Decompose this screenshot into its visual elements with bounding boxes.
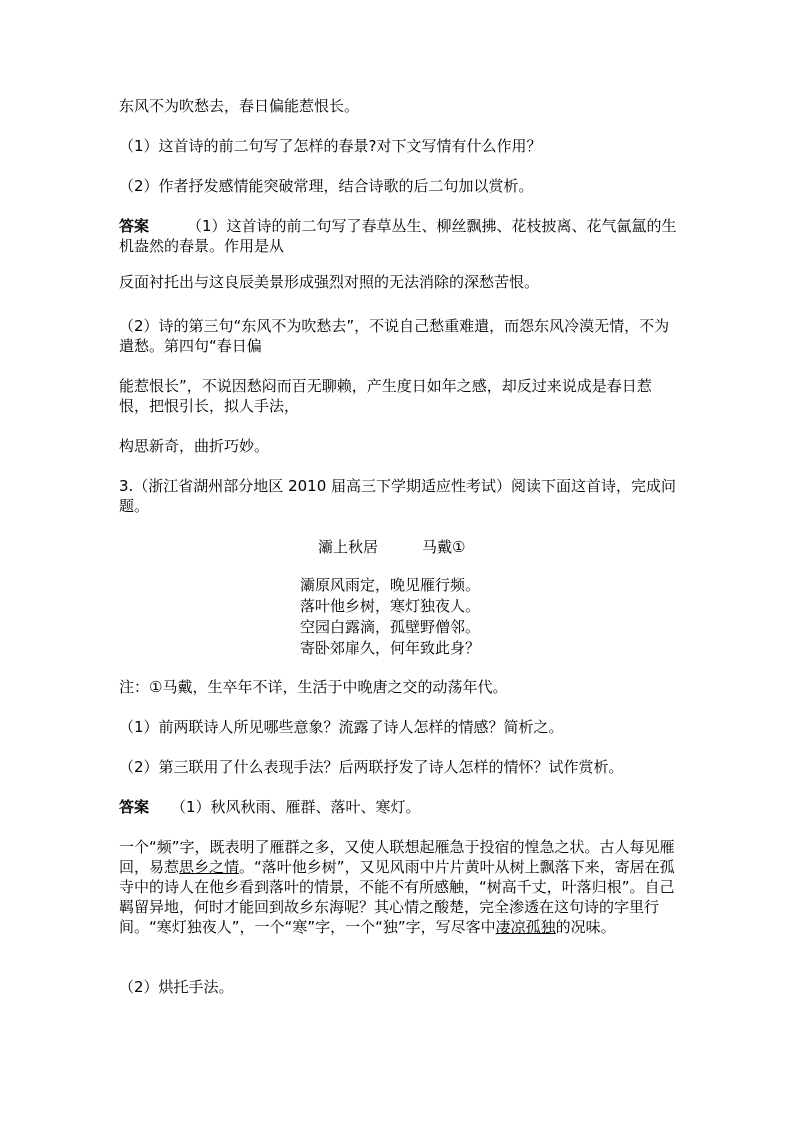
poem-title: 灞上秋居 [318,538,379,556]
answer-2-part-3: 构思新奇，曲折巧妙。 [119,437,270,455]
poem-line: 落叶他乡树，寒灯独夜人。 [300,597,481,615]
poem-heading [318,537,465,557]
question-3-intro: 3.（浙江省湖州部分地区 2010 届高三下学期适应性考试）阅读下面这首诗，完成问题。 [119,477,677,515]
analysis-underlined-phrase: 思乡之情 [179,858,240,876]
analysis-text: 的况味。 [555,918,616,936]
analysis-text: 。“落叶他乡树”，又见风雨中片片黄叶从树上飘落下来，寄居在孤寺中的诗人在他乡看到落叶的情景，不能不有所感触，“树高千丈，叶落归根”。自己羁留异地，何时才能回到故乡东海呢？其心情之酸楚，完全渗透在这句诗的字里行间。“寒灯独夜人”，一个“寒”字，一个“独”字，写尽客中 [119,858,675,936]
poem-line: 寄卧郊扉久，何年致此身？ [300,639,481,657]
answer-3-2: （2）烘托手法。 [119,978,234,996]
question-3-1: （1）前两联诗人所见哪些意象？流露了诗人怎样的情感？简析之。 [119,718,564,736]
analysis-paragraph [119,837,681,937]
answer-1-text: （1）这首诗的前二句写了春草丛生、柳丝飘拂、花枝披离、花气氤氲的生机盎然的春景。作用是从 [119,217,677,255]
answer-label: 答案 [119,217,150,235]
question-2: （2）作者抒发感情能突破常理，结合诗歌的后二句加以赏析。 [119,177,534,195]
question-3-2: （2）第三联用了什么表现手法？后两联抒发了诗人怎样的情怀？试作赏析。 [119,758,624,776]
poem-tail-line: 东风不为吹愁去，春日偏能惹恨长。 [119,97,360,115]
poem-line: 灞原风雨定，晚见雁行频。 [300,576,481,594]
answer-3-1-text: （1）秋风秋雨、雁群、落叶、寒灯。 [171,798,421,816]
answer-2-part-2: 能惹恨长”，不说因愁闷而百无聊赖，产生度日如年之感，却反过来说成是春日惹恨，把恨引长，拟人手法， [119,377,652,415]
answer-label: 答案 [119,798,150,816]
analysis-text: 一个“频”字，既表明了雁群之多，又使人联想起雁急于投宿的惶急之状。古人每见雁回，易惹 [119,838,675,876]
poem-note: 注：①马戴，生卒年不详，生活于中晚唐之交的动荡年代。 [119,678,508,696]
analysis-underlined-phrase: 凄凉孤独 [495,918,556,936]
answer-paragraph-3 [119,797,681,817]
poem-author: 马戴① [422,538,466,556]
answer-1-continuation: 反面衬托出与这良辰美景形成强烈对照的无法消除的深愁苦恨。 [119,273,540,291]
question-1: （1）这首诗的前二句写了怎样的春景?对下文写情有什么作用？ [119,137,542,155]
poem-line: 空园白露滴，孤壁野僧邻。 [300,618,481,636]
answer-paragraph-1 [119,216,681,256]
answer-2-part-1: （2）诗的第三句“东风不为吹愁去”，不说自己愁重难遣，而怨东风冷漠无情，不为遣愁。第四句“春日偏 [119,317,670,355]
